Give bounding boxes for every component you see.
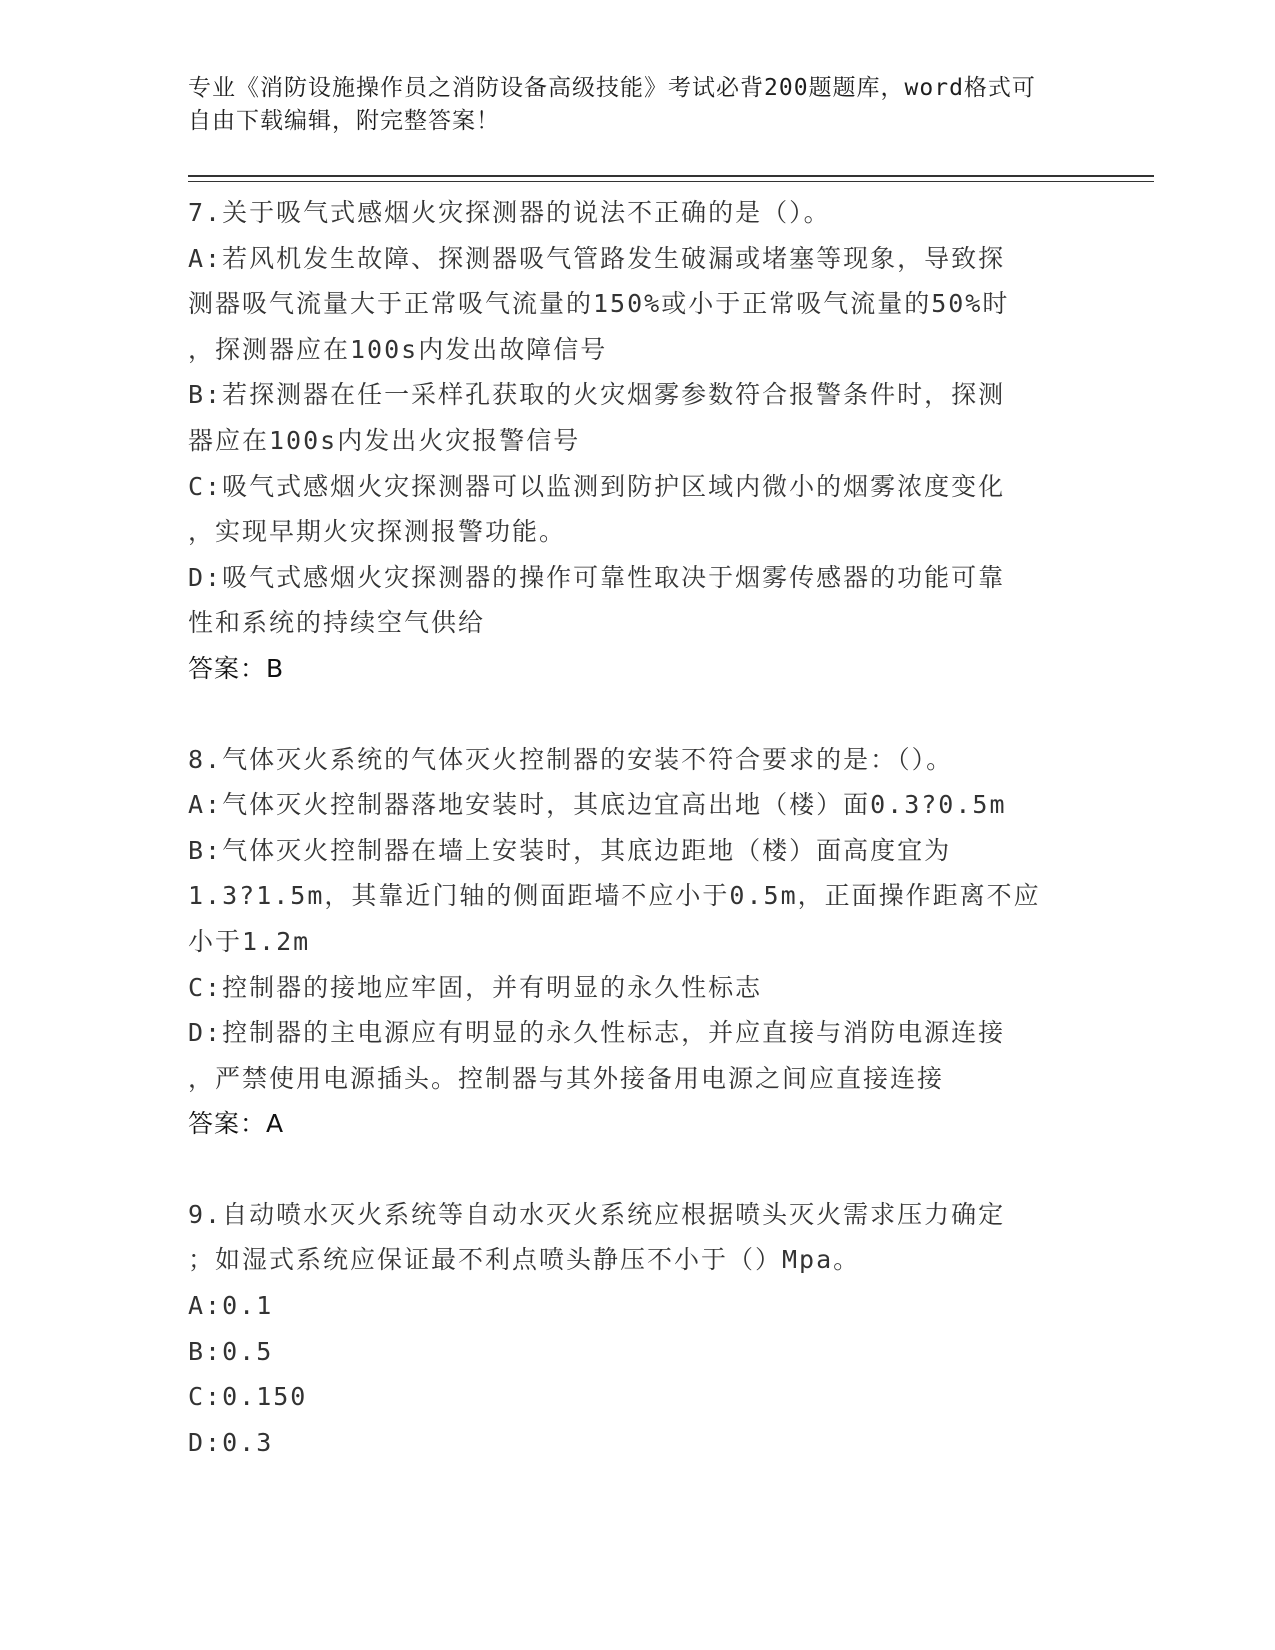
question-9-option-c: C:0.150 <box>188 1382 308 1412</box>
header-divider-thick <box>188 175 1154 177</box>
question-7 <box>188 190 1088 692</box>
header-line-1: 专业《消防设施操作员之消防设备高级技能》考试必背200题题库，word格式可 <box>188 75 1036 101</box>
question-8-answer: 答案：A <box>188 1109 285 1139</box>
question-8-option-a: A:气体灭火控制器落地安装时，其底边宜高出地（楼）面0.3?0.5m <box>188 790 1007 820</box>
question-8-option-d-line-2: ，严禁使用电源插头。控制器与其外接备用电源之间应直接连接 <box>188 1063 945 1093</box>
question-7-option-b-line-2: 器应在100s内发出火灾报警信号 <box>188 425 581 455</box>
question-9-option-a: A:0.1 <box>188 1291 274 1321</box>
header-divider-thin <box>188 181 1154 182</box>
document-header <box>188 72 1068 138</box>
question-7-stem: 7.关于吸气式感烟火灾探测器的说法不正确的是（）。 <box>188 198 831 227</box>
question-7-option-a-line-2: 测器吸气流量大于正常吸气流量的150%或小于正常吸气流量的50%时 <box>188 289 1010 319</box>
question-8-stem: 8.气体灭火系统的气体灭火控制器的安装不符合要求的是：（）。 <box>188 744 954 774</box>
question-7-option-c-line-2: ，实现早期火灾探测报警功能。 <box>188 517 567 547</box>
header-line-2: 自由下载编辑，附完整答案！ <box>188 108 500 134</box>
question-7-option-a-line-1: A:若风机发生故障、探测器吸气管路发生破漏或堵塞等现象，导致探 <box>188 243 1006 273</box>
question-9-option-d: D:0.3 <box>188 1427 274 1457</box>
question-7-option-d-line-2: 性和系统的持续空气供给 <box>188 608 486 638</box>
question-8 <box>188 737 1088 1147</box>
question-9-option-b: B:0.5 <box>188 1336 274 1366</box>
question-9 <box>188 1192 1088 1466</box>
question-9-stem-line-1: 9.自动喷水灭火系统等自动水灭火系统应根据喷头灭火需求压力确定 <box>188 1199 1006 1229</box>
question-8-option-b-line-3: 小于1.2m <box>188 926 311 956</box>
question-list <box>188 190 1088 1510</box>
question-7-answer: 答案：B <box>188 653 285 683</box>
question-8-option-d-line-1: D:控制器的主电源应有明显的永久性标志，并应直接与消防电源连接 <box>188 1018 1006 1048</box>
question-7-option-a-line-3: ，探测器应在100s内发出故障信号 <box>188 334 608 364</box>
question-7-option-b-line-1: B:若探测器在任一采样孔获取的火灾烟雾参数符合报警条件时，探测 <box>188 380 1006 410</box>
question-8-option-c: C:控制器的接地应牢固，并有明显的永久性标志 <box>188 972 763 1002</box>
question-8-option-b-line-1: B:气体灭火控制器在墙上安装时，其底边距地（楼）面高度宜为 <box>188 835 952 865</box>
question-7-option-d-line-1: D:吸气式感烟火灾探测器的操作可靠性取决于烟雾传感器的功能可靠 <box>188 562 1006 592</box>
question-7-option-c-line-1: C:吸气式感烟火灾探测器可以监测到防护区域内微小的烟雾浓度变化 <box>188 471 1006 501</box>
question-8-option-b-line-2: 1.3?1.5m，其靠近门轴的侧面距墙不应小于0.5m，正面操作距离不应 <box>188 881 1041 911</box>
question-9-stem-line-2: ；如湿式系统应保证最不利点喷头静压不小于（）Mpa。 <box>188 1245 861 1275</box>
